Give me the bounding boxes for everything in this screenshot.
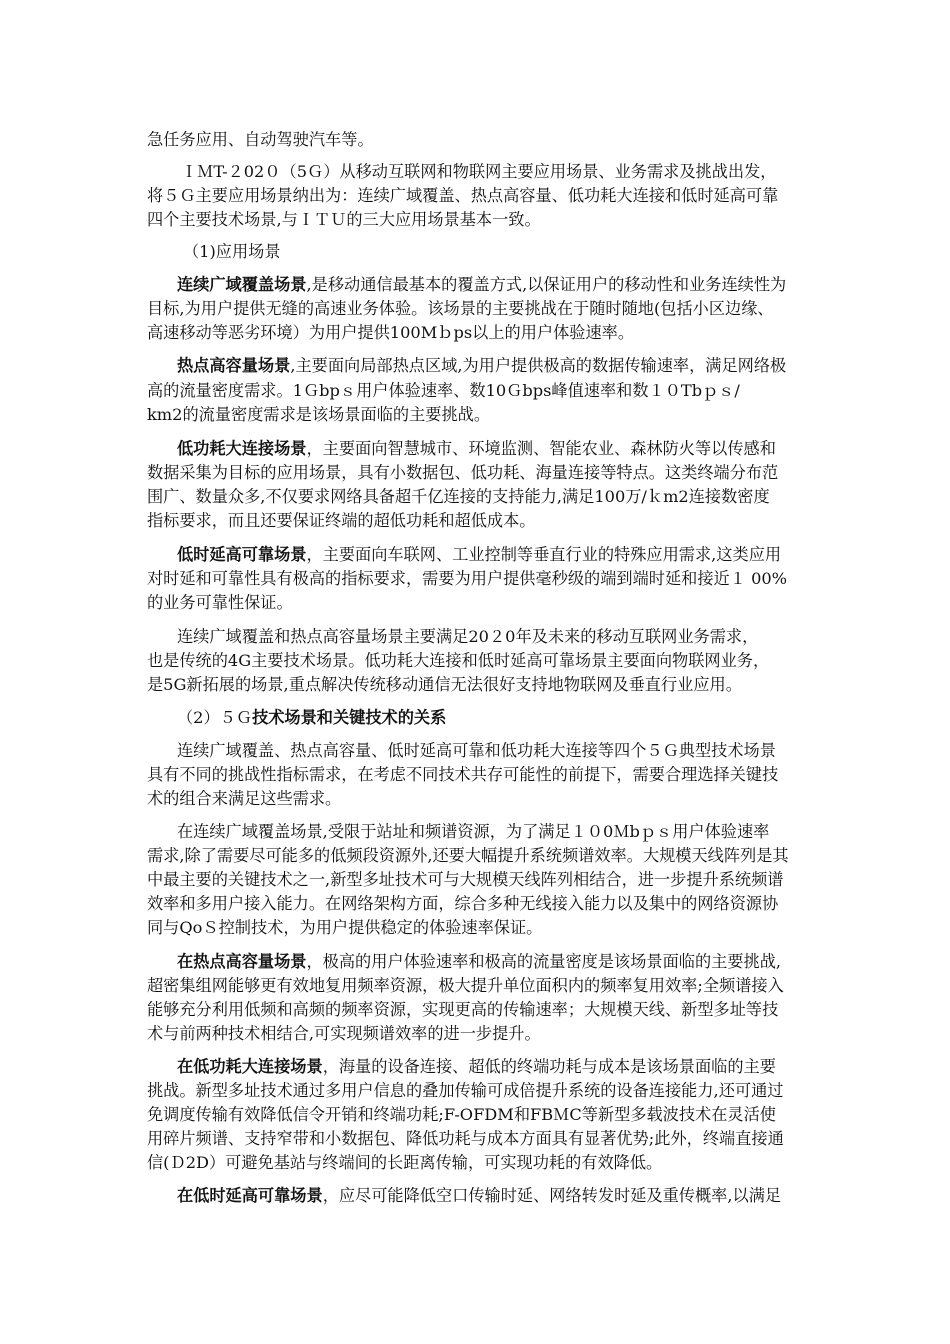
text-line: 指标要求，而且还要保证终端的超低功耗和超低成本。	[147, 511, 536, 530]
text-line: 在连续广域覆盖场景,受限于站址和频谱资源，为了满足１０0Ｍbｐｓ用户体验速率	[177, 822, 770, 841]
bold-term: 低功耗大连接场景	[177, 439, 307, 458]
text-line: 效率和多用户接入能力。在网络架构方面，综合多种无线接入能力以及集中的网络资源协	[147, 894, 779, 913]
text-line: 目标,为用户提供无缝的高速业务体验。该场景的主要挑战在于随时随地(包括小区边缘、	[147, 299, 774, 318]
text-line: 围广、数量众多,不仅要求网络具备超千亿连接的支持能力,满足100万/ｋm2连接数密度	[147, 487, 770, 506]
text-span: ，极高的用户体验速率和极高的流量密度是该场景面临的主要挑战,	[306, 952, 782, 971]
bold-term: 连续广域覆盖场景	[177, 275, 307, 294]
text-line: 同与QoＳ控制技术，为用户提供稳定的体验速率保证。	[147, 918, 543, 937]
text-line: 能够充分利用低频和高频的频率资源，实现更高的传输速率；大规模天线、新型多址等技	[147, 1000, 779, 1019]
text-line: 将５Ｇ主要应用场景纳出为：连续广域覆盖、热点高容量、低功耗大连接和低时延高可靠	[147, 186, 779, 205]
text-line: 的业务可靠性保证。	[147, 593, 293, 612]
text-line: 急任务应用、自动驾驶汽车等。	[147, 130, 374, 149]
text-line: 信(Ｄ2D）可避免基站与终端间的长距离传输，可实现功耗的有效降低。	[147, 1153, 663, 1172]
section-heading	[177, 708, 446, 730]
bold-term: 在低功耗大连接场景	[177, 1057, 323, 1076]
text-line: 连续广域覆盖和热点高容量场景主要满足20２0年及未来的移动互联网业务需求，	[177, 627, 759, 646]
bold-term: 技术场景和关键技术的关系	[252, 708, 447, 727]
text-line: 免调度传输有效降低信令开销和终端功耗;F-OFDM和FBＭC等新型多载波技术在灵活使	[147, 1105, 776, 1124]
text-line: 用碎片频谱、支持窄带和小数据包、降低功耗与成本方面具有显著优势;此外，终端直接通	[147, 1129, 784, 1148]
text-line: 连续广域覆盖、热点高容量、低时延高可靠和低功耗大连接等四个５Ｇ典型技术场景	[177, 741, 776, 760]
text-line: 术的组合来满足这些需求。	[147, 789, 342, 808]
text-span: ,主要面向局部热点区域,为用户提供极高的数据传输速率，满足网络极	[290, 356, 787, 375]
text-span: （2）５Ｇ	[177, 708, 253, 727]
text-line: 是5G新拓展的场景,重点解决传统移动通信无法很好支持地物联网及垂直行业应用。	[147, 675, 742, 694]
text-line: 高的流量密度需求。1Ｇbpｓ用户体验速率、数10Ｇbps峰值速率和数１０Tbｐｓ/	[147, 381, 740, 400]
text-line: 具有不同的挑战性指标需求，在考虑不同技术共存可能性的前提下，需要合理选择关键技	[147, 765, 779, 784]
text-span: ,是移动通信最基本的覆盖方式,以保证用户的移动性和业务连续性为	[306, 275, 787, 294]
text-line: 挑战。新型多址技术通过多用户信息的叠加传输可成倍提升系统的设备连接能力,还可通过	[147, 1081, 784, 1100]
text-line: 数据采集为目标的应用场景，具有小数据包、低功耗、海量连接等特点。这类终端分布范	[147, 463, 779, 482]
text-span: ，主要面向智慧城市、环境监测、智能农业、森林防火等以传感和	[306, 439, 776, 458]
text-span: ，应尽可能降低空口传输时延、网络转发时延及重传概率,以满足	[322, 1186, 782, 1205]
bold-term: 热点高容量场景	[177, 356, 291, 375]
text-line: 也是传统的4G主要技术场景。低功耗大连接和低时延高可靠场景主要面向物联网业务，	[147, 651, 770, 670]
bold-term: 在低时延高可靠场景	[177, 1186, 323, 1205]
text-line: 四个主要技术场景,与ＩＴＵ的三大应用场景基本一致。	[147, 210, 541, 229]
paragraph-line	[177, 356, 786, 378]
text-line: 术与前两种技术相结合,可实现频谱效率的进一步提升。	[147, 1024, 541, 1043]
paragraph-line	[177, 1186, 781, 1208]
paragraph-line	[177, 952, 781, 974]
bold-term: 低时延高可靠场景	[177, 545, 307, 564]
text-line: ＩＭT-２02０（5Ｇ）从移动互联网和物联网主要应用场景、业务需求及挑战出发，	[181, 162, 777, 181]
text-line: 需求,除了需要尽可能多的低频段资源外,还要大幅提升系统频谱效率。大规模天线阵列是其	[147, 846, 789, 865]
text-line: 高速移动等恶劣环境）为用户提供100Mｂps以上的用户体验速率。	[147, 323, 635, 342]
paragraph-line	[177, 1057, 776, 1079]
paragraph-line	[177, 275, 786, 297]
text-line: 超密集组网能够更有效地复用频率资源，极大提升单位面积内的频率复用效率;全频谱接入	[147, 976, 784, 995]
paragraph-line	[177, 545, 781, 567]
text-line: 对时延和可靠性具有极高的指标要求，需要为用户提供毫秒级的端到端时延和接近１ 00%	[147, 569, 788, 588]
section-heading: （1)应用场景	[183, 242, 281, 261]
text-span: ，主要面向车联网、工业控制等垂直行业的特殊应用需求,这类应用	[306, 545, 782, 564]
paragraph-line	[177, 439, 776, 461]
bold-term: 在热点高容量场景	[177, 952, 307, 971]
text-line: 中最主要的关键技术之一,新型多址技术可与大规模天线阵列相结合，进一步提升系统频谱	[147, 870, 784, 889]
text-line: km2的流量密度需求是该场景面临的主要挑战。	[147, 405, 491, 424]
text-span: ，海量的设备连接、超低的终端功耗与成本是该场景面临的主要	[322, 1057, 776, 1076]
